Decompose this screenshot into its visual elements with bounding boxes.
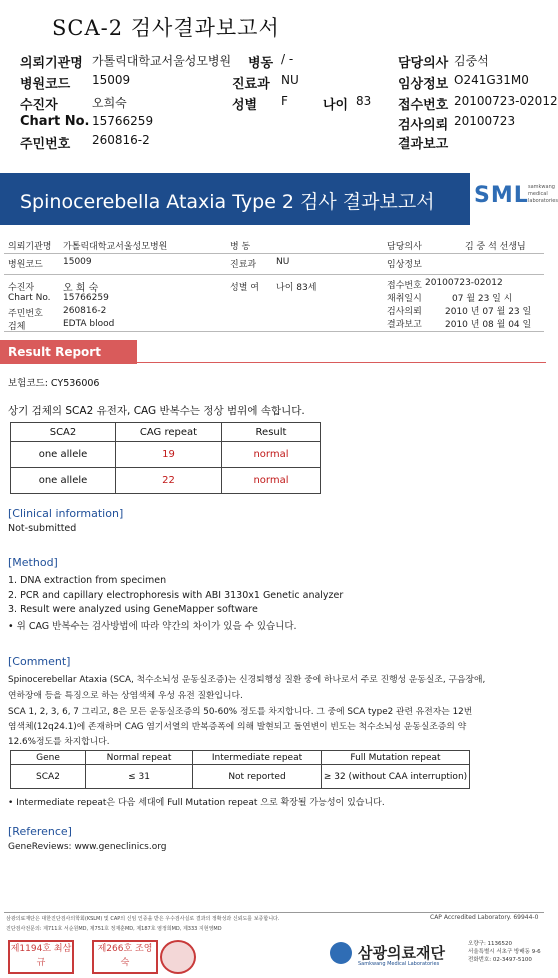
logo-sub-line: medical — [528, 191, 548, 197]
method-note: • 위 CAG 반복수는 검사방법에 따라 약간의 차이가 있을 수 있습니다. — [8, 621, 297, 632]
info-key: 접수번호 — [387, 281, 422, 291]
table-cell: ≤ 31 — [86, 765, 193, 789]
header-key: 수진자 — [20, 98, 58, 113]
table-cell: ≥ 32 (without CAA interruption) — [322, 765, 470, 789]
official-seal-icon — [160, 940, 196, 974]
doctor-seal-stamp — [92, 940, 158, 974]
table-header: SCA2 — [11, 423, 116, 442]
table-row — [11, 442, 321, 468]
header-key: 접수번호 — [398, 98, 449, 113]
footer-doctors: 진단검사전문의: 제711호 서순원MD, 제751호 정재훈MD, 제187호 염정희MD, 제333 지현영MD — [6, 926, 222, 932]
contact-line: 오량구: 1136520 — [468, 941, 513, 947]
reference-heading: [Reference] — [8, 825, 72, 838]
foundation-english-name: Samkwang Medical Laboratories — [358, 961, 440, 967]
method-item: 1. DNA extraction from specimen — [8, 575, 167, 586]
info-value: 2010 년 08 월 04 일 — [445, 320, 532, 330]
divider — [4, 274, 544, 275]
banner-title: Spinocerebella Ataxia Type 2 검사 결과보고서 — [20, 191, 435, 213]
comment-note: • Intermediate repeat은 다음 세대에 Full Mutation repeat 으로 확장될 가능성이 있습니다. — [8, 798, 385, 808]
header-value: 20100723 — [454, 114, 516, 128]
info-value: 2010 년 07 월 23 일 — [445, 307, 532, 317]
result-report-label: Result Report — [8, 345, 101, 359]
info-value: 오 희 숙 — [63, 283, 99, 294]
header-value: 김중석 — [454, 54, 489, 68]
info-value: 07 월 23 일 시 — [452, 294, 513, 304]
info-key: 의뢰기관명 — [8, 242, 52, 252]
header-key: 결과보고 — [398, 137, 449, 152]
table-header-row — [11, 423, 321, 442]
header-key: 성별 — [232, 98, 258, 113]
comment-heading: [Comment] — [8, 655, 71, 668]
info-key: 병 동 — [230, 242, 251, 252]
info-value: 20100723-02012 — [425, 278, 503, 288]
header-key: Chart No. — [20, 114, 90, 129]
divider — [4, 331, 544, 332]
info-value: 260816-2 — [63, 306, 107, 316]
comment-line: 12.6%정도를 차지합니다. — [8, 737, 110, 747]
header-value: 오희숙 — [92, 96, 127, 110]
header-key: 주민번호 — [20, 137, 71, 152]
header-row — [0, 114, 546, 133]
table-cell: one allele — [11, 468, 116, 494]
header-value: O241G31M0 — [454, 73, 529, 87]
info-value: 김 중 석 선생님 — [465, 242, 526, 252]
info-key: 임상정보 — [387, 260, 422, 270]
table-cell: 19 — [116, 442, 222, 468]
header-row — [0, 52, 546, 71]
info-key: 병원코드 — [8, 260, 43, 270]
header-key: 진료과 — [232, 77, 270, 92]
cag-result-table — [10, 422, 321, 494]
header-key: 병원코드 — [20, 77, 71, 92]
sml-circle-icon — [330, 942, 352, 964]
header-key: 나이 — [323, 98, 349, 113]
table-cell: one allele — [11, 442, 116, 468]
table-cell: Not reported — [193, 765, 322, 789]
table-row — [11, 468, 321, 494]
info-value: 15009 — [63, 257, 92, 267]
info-value: 나이 83세 — [276, 283, 317, 293]
info-key: 주민번호 — [8, 309, 43, 319]
footer-divider — [4, 912, 544, 913]
info-value: 15766259 — [63, 293, 109, 303]
header-row — [0, 94, 558, 113]
comment-line: 염색체(12q24.1)에 존재하며 CAG 염기서열의 반복증폭에 의해 발현되고 돌연변이 빈도는 척수소뇌성 운동실조증의 약 — [8, 722, 467, 732]
header-key: 임상정보 — [398, 77, 449, 92]
table-row — [11, 765, 470, 789]
reference-text: GeneReviews: www.geneclinics.org — [8, 842, 167, 852]
table-header: Result — [222, 423, 321, 442]
method-heading: [Method] — [8, 556, 58, 569]
header-row — [0, 73, 546, 92]
header-value: NU — [281, 73, 299, 87]
table-cell: 22 — [116, 468, 222, 494]
result-report-rule — [137, 362, 546, 363]
foundation-name: 삼광의료재단 — [358, 944, 445, 962]
clinical-heading: [Clinical information] — [8, 507, 124, 520]
method-item: 3. Result were analyzed using GeneMapper software — [8, 604, 258, 615]
comment-line: 연하장애 등을 특징으로 하는 상염색체 우성 유전 질환입니다. — [8, 691, 243, 701]
header-key: 의뢰기관명 — [20, 56, 83, 71]
info-key: 수진자 — [8, 283, 35, 293]
stamp-text: 제266호 조영숙 — [97, 944, 153, 968]
header-key: 병동 — [248, 56, 274, 71]
report-title: SCA-2 검사결과보고서 — [52, 16, 280, 40]
table-header: Gene — [11, 751, 86, 765]
header-value: 15009 — [92, 73, 131, 87]
divider — [4, 253, 544, 254]
header-value: / - — [281, 52, 294, 66]
info-key: 검체 — [8, 322, 26, 332]
header-value: 83 — [356, 94, 372, 108]
info-value: NU — [276, 257, 290, 267]
cap-accreditation: CAP Accredited Laboratory. 69944-0 — [430, 914, 539, 921]
table-cell: normal — [222, 442, 321, 468]
table-header: CAG repeat — [116, 423, 222, 442]
table-header: Intermediate repeat — [193, 751, 322, 765]
sml-logo-subtitle — [528, 184, 558, 205]
header-key: 담당의사 — [398, 56, 449, 71]
table-cell: normal — [222, 468, 321, 494]
info-key: 결과보고 — [387, 320, 422, 330]
contact-line: 전화번호: 02-3497-5100 — [468, 957, 532, 963]
contact-block — [468, 940, 541, 964]
footer-certification: 삼광의료재단은 대한진단검사의학회(KSLM) 및 CAP의 신임 인증을 받은 우수검사실로 결과의 정확성과 신뢰도를 보증합니다. — [6, 916, 280, 922]
header-key: 검사의뢰 — [398, 118, 449, 133]
info-key: Chart No. — [8, 293, 51, 303]
logo-sub-line: samkwang — [528, 184, 555, 190]
comment-line: Spinocerebellar Ataxia (SCA, 척수소뇌성 운동실조증)는 신경퇴행성 질환 중에 하나로서 주로 진행성 운동실조, 구음장애, — [8, 675, 486, 685]
info-value: EDTA blood — [63, 319, 115, 329]
header-value: 260816-2 — [92, 133, 150, 147]
info-key: 채취일시 — [387, 294, 422, 304]
info-key: 검사의뢰 — [387, 307, 422, 317]
table-header-row — [11, 751, 470, 765]
header-value: 20100723-02012 — [454, 94, 558, 108]
table-cell: SCA2 — [11, 765, 86, 789]
insurance-code: 보험코드: CY536006 — [8, 378, 100, 389]
result-summary: 상기 검체의 SCA2 유전자, CAG 반복수는 정상 범위에 속합니다. — [8, 405, 305, 417]
info-key: 성별 여 — [230, 283, 259, 293]
logo-sub-line: laboratories — [528, 198, 558, 204]
header-value: 가톨릭대학교서울성모병원 — [92, 54, 232, 68]
header-value: F — [281, 94, 288, 108]
info-key: 진료과 — [230, 260, 257, 270]
table-header: Normal repeat — [86, 751, 193, 765]
header-value: 15766259 — [92, 114, 154, 128]
contact-line: 서울특별시 서초구 방배동 9-6 — [468, 949, 541, 955]
info-key: 담당의사 — [387, 242, 422, 252]
repeat-range-table — [10, 750, 470, 789]
header-row — [0, 133, 546, 152]
method-item: 2. PCR and capillary electrophoresis with ABI 3130x1 Genetic analyzer — [8, 590, 344, 601]
stamp-text: 제1194호 최삼규 — [10, 944, 72, 968]
sml-logo: SML — [474, 183, 529, 208]
comment-line: SCA 1, 2, 3, 6, 7 그리고, 8은 모든 운동실조증의 50-60% 정도를 차지합니다. 그 중에 SCA type2 관련 유전자는 12번 — [8, 707, 473, 717]
info-value: 가톨릭대학교서울성모병원 — [63, 242, 168, 252]
table-header: Full Mutation repeat — [322, 751, 470, 765]
clinical-text: Not-submitted — [8, 523, 77, 534]
doctor-seal-stamp — [8, 940, 74, 974]
